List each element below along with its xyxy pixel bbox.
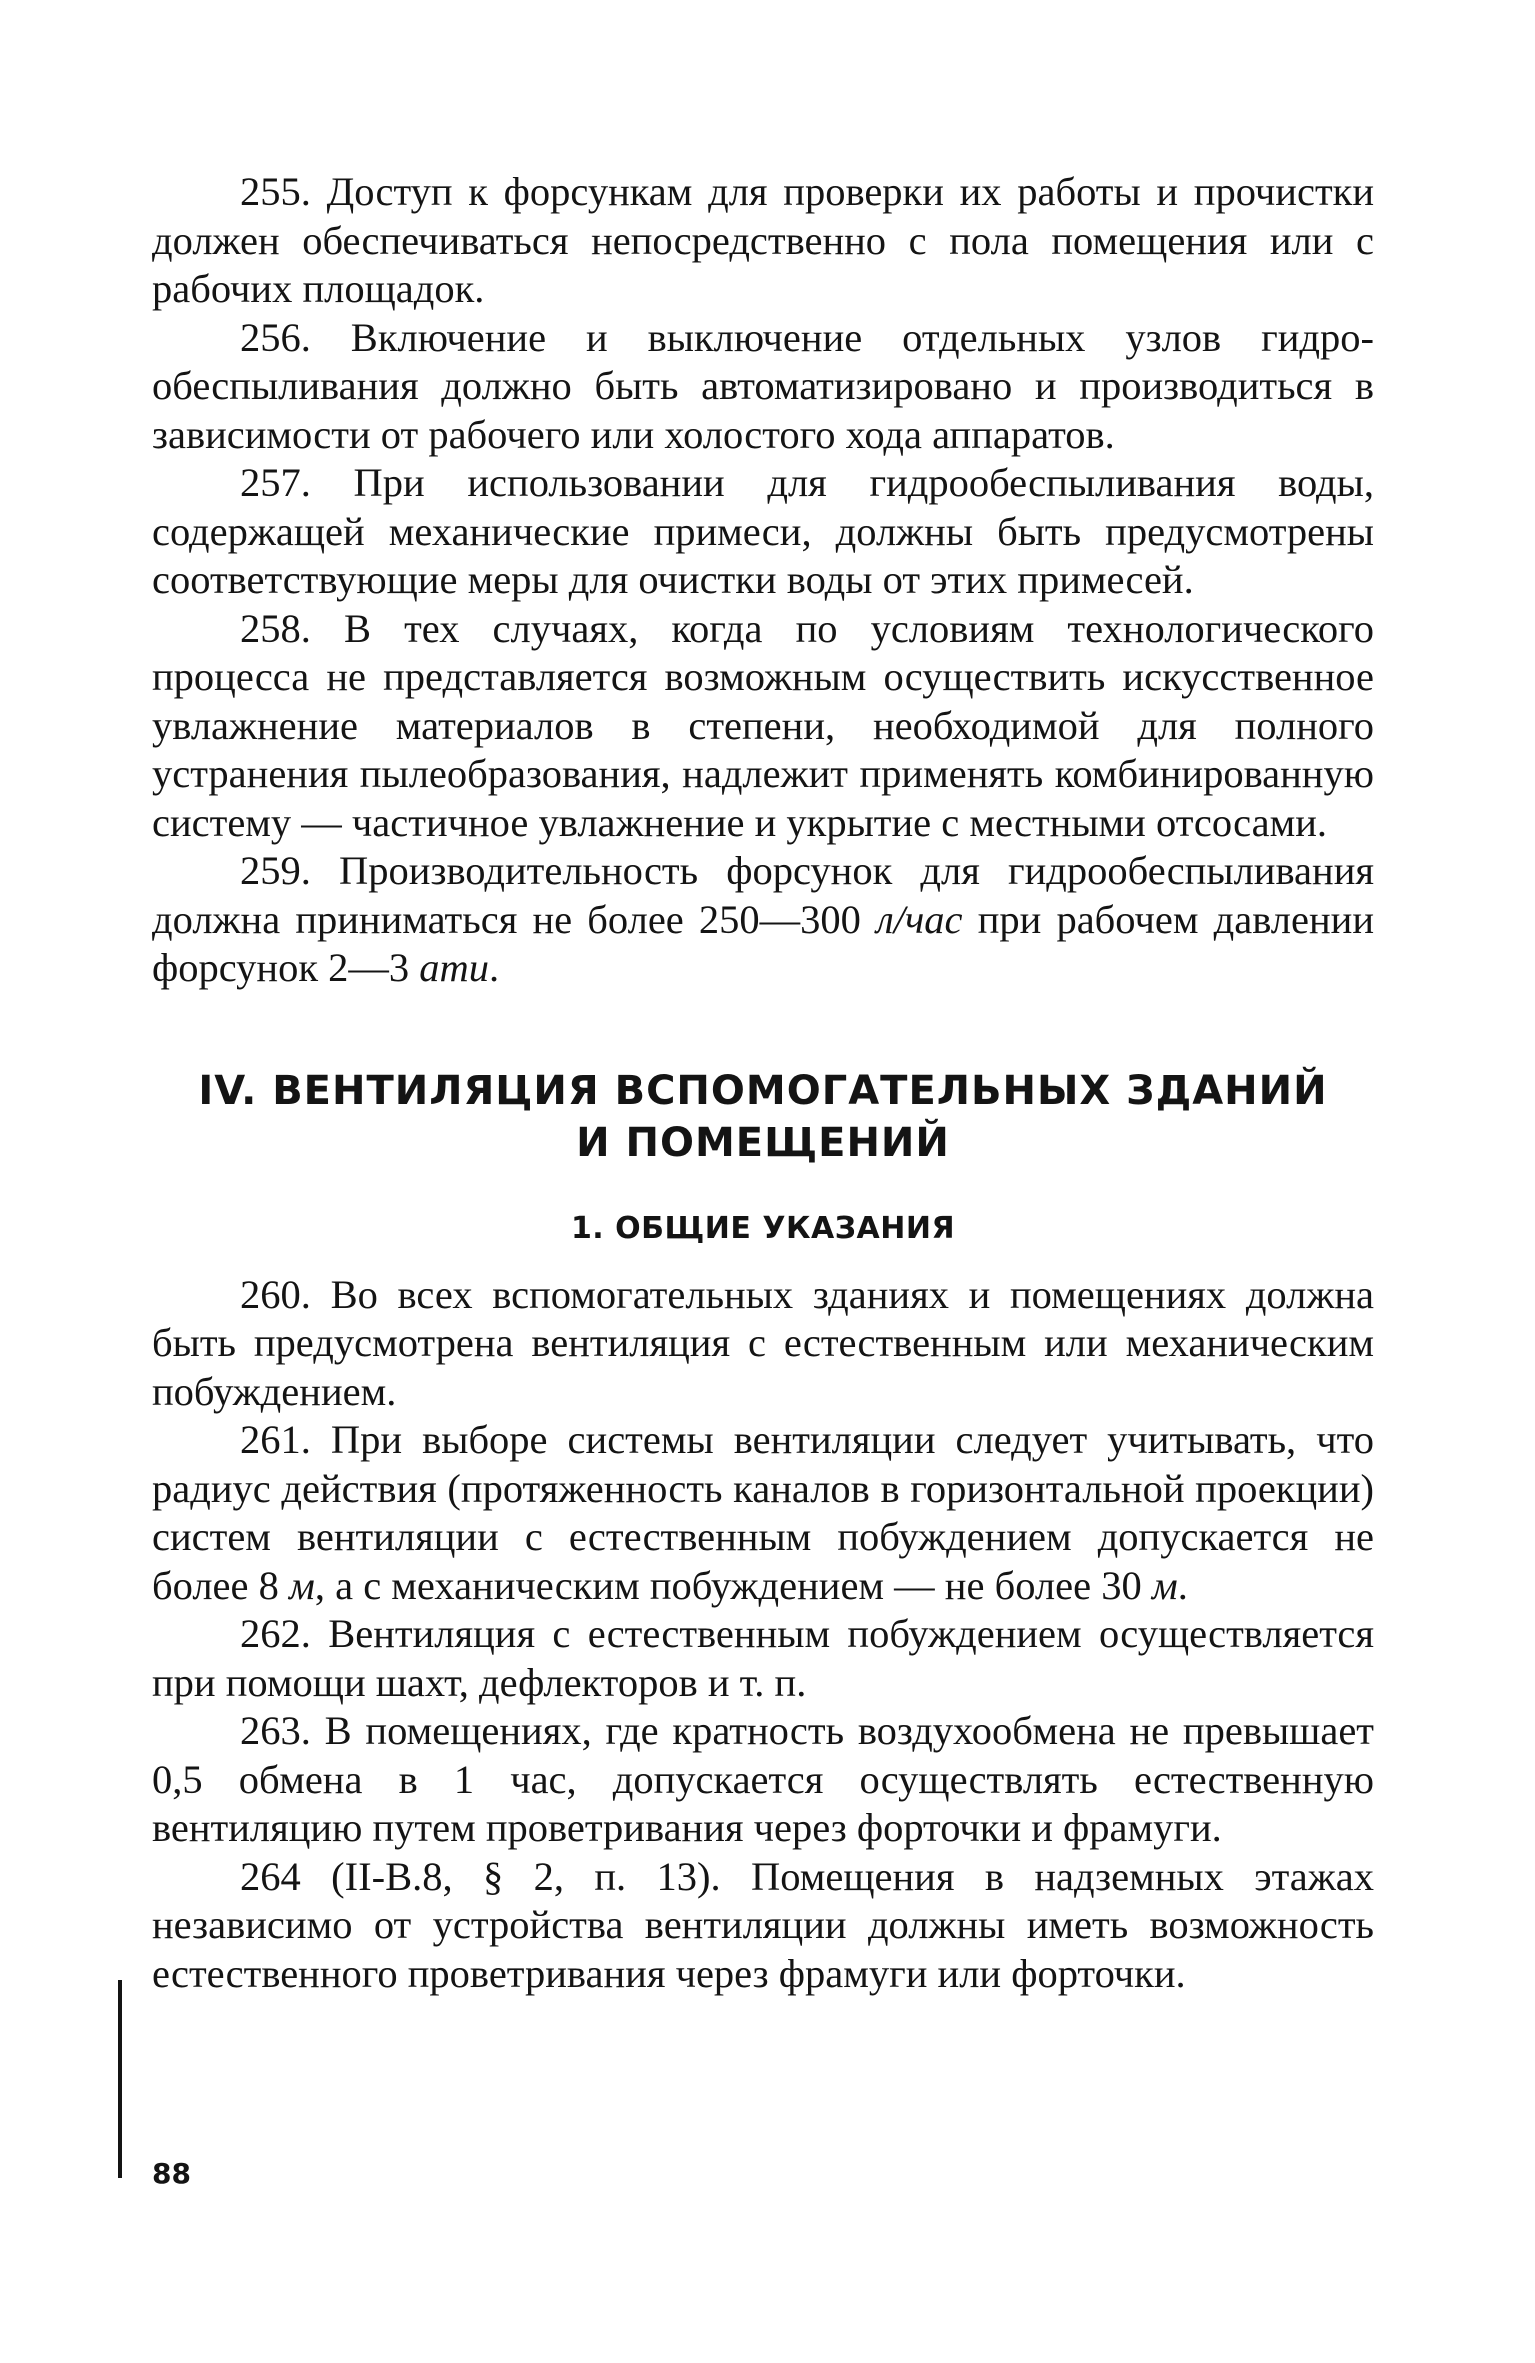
paragraph-257: 257. При использовании для гидрообеспыливания воды, содержащей механические примеси, должны быть предусмотрены соответствующие меры для очистки воды от этих примесей. (152, 460, 1374, 602)
document-page (152, 168, 1374, 1998)
paragraph-259 (152, 847, 1374, 993)
paragraph-259-text-a: 259. Производительность форсунок для гидрообеспыливания должна приниматься не более 250—300 (152, 848, 1374, 942)
unit-meters-1: м (288, 1562, 315, 1608)
subsection-title: 1. ОБЩИЕ УКАЗАНИЯ (570, 1210, 956, 1246)
paragraph-259-text-b: при рабочем давлении форсунок 2—3 (152, 896, 1374, 990)
unit-liters-per-hour: л/час (876, 896, 963, 942)
section-title-line-2: И ПОМЕЩЕНИЙ (576, 1119, 950, 1166)
paragraph-259-text-c: . (489, 945, 500, 990)
paragraph-255: 255. Доступ к форсункам для проверки их работы и прочистки должен обеспечиваться непосредственно с пола помещения или с рабочих площадок. (152, 169, 1374, 311)
change-marker-bar (118, 1980, 122, 2178)
section-title-line-1: IV. ВЕНТИЛЯЦИЯ ВСПОМОГАТЕЛЬНЫХ ЗДАНИЙ (198, 1067, 1328, 1114)
paragraph-263: 263. В помещениях, где кратность воздухообмена не превышает 0,5 обмена в 1 час, допускается осуществлять естественную вентиляцию путем проветривания через форточки и фрамуги. (152, 1708, 1374, 1850)
paragraph-261 (152, 1416, 1374, 1610)
section-title (152, 1065, 1374, 1169)
paragraph-256: 256. Включение и выключение отдельных узлов гидрообеспыливания должно быть автоматизировано и производиться в зависимости от рабочего или холостого хода аппаратов. (152, 314, 1374, 457)
paragraph-260: 260. Во всех вспомогательных зданиях и помещениях должна быть предусмотрена вентиляция с естественным или механическим побуждением. (152, 1271, 1374, 1414)
unit-ati: ати (419, 945, 490, 990)
paragraph-261-text-b: , а с механическим побуждением — не более 30 (314, 1562, 1152, 1608)
paragraph-264: 264 (II-В.8, § 2, п. 13). Помещения в надземных этажах независимо от устройства вентиляции должны иметь возможность естественного проветривания через фрамуги или форточки. (152, 1853, 1374, 1996)
paragraph-261-text-c: . (1177, 1562, 1188, 1608)
paragraph-261-text-a: 261. При выборе системы вентиляции следует учитывать, что радиус действия (протяженность каналов в горизонтальной проекции) систем вентиляции с естественным побуждением допускается не более 8 (152, 1417, 1374, 1608)
paragraph-258: 258. В тех случаях, когда по условиям технологического процесса не представляется возможным осуществить искусственное увлажнение материалов в степени, необходимой для полного устранения пылеобразования, надлежит применять комбинированную систему — частичное увлажнение и укрытие с местными отсосами. (152, 605, 1374, 845)
unit-meters-2: м (1151, 1562, 1178, 1608)
paragraph-262: 262. Вентиляция с естественным побуждением осуществляется при помощи шахт, дефлекторов и т. п. (152, 1611, 1374, 1705)
page-number: 88 (152, 2157, 191, 2190)
